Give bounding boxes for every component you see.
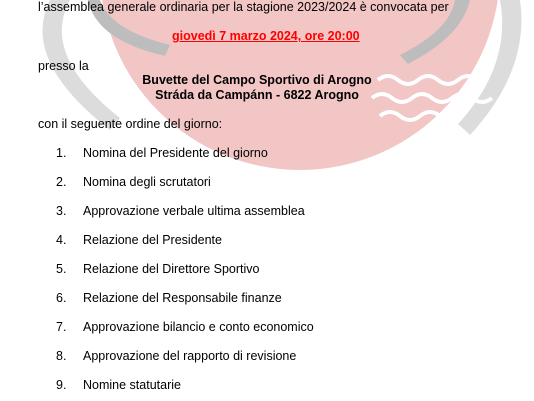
agenda-item-number: 8. <box>56 349 67 363</box>
agenda-item <box>0 262 534 277</box>
agenda-item <box>0 291 534 306</box>
agenda-item <box>0 320 534 335</box>
agenda-item-number: 2. <box>56 175 67 189</box>
agenda-item <box>0 233 534 248</box>
agenda-item-label: Relazione del Responsabile finanze <box>83 291 282 305</box>
agenda-item <box>0 349 534 364</box>
venue-name: Buvette del Campo Sportivo di Arogno <box>142 73 372 87</box>
agenda-item <box>0 146 534 161</box>
agenda-item-label: Nomina del Presidente del giorno <box>83 146 268 160</box>
agenda-item-number: 1. <box>56 146 67 160</box>
agenda-item-label: Approvazione del rapporto di revisione <box>83 349 297 363</box>
agenda-item <box>0 204 534 219</box>
agenda-intro: con il seguente ordine del giorno: <box>38 117 223 131</box>
venue-address: Stráda da Campánn - 6822 Arogno <box>155 88 359 102</box>
agenda-item-label: Approvazione verbale ultima assemblea <box>83 204 305 218</box>
agenda-item-number: 9. <box>56 378 67 392</box>
agenda-item <box>0 378 534 393</box>
agenda-item-number: 7. <box>56 320 67 334</box>
agenda-item-label: Relazione del Direttore Sportivo <box>83 262 260 276</box>
agenda-item-label: Approvazione bilancio e conto economico <box>83 320 314 334</box>
agenda-item-number: 4. <box>56 233 67 247</box>
agenda-item-label: Nomine statutarie <box>83 378 181 392</box>
agenda-item-number: 5. <box>56 262 67 276</box>
intro-text: l’assemblea generale ordinaria per la stagione 2023/2024 è convocata per <box>38 0 449 14</box>
agenda-item-label: Relazione del Presidente <box>83 233 222 247</box>
agenda-item-number: 3. <box>56 204 67 218</box>
location-intro: presso la <box>38 59 89 73</box>
meeting-date-time: giovedì 7 marzo 2024, ore 20:00 <box>172 29 360 43</box>
agenda-item <box>0 175 534 190</box>
agenda-item-number: 6. <box>56 291 67 305</box>
agenda-item-label: Nomina degli scrutatori <box>83 175 211 189</box>
